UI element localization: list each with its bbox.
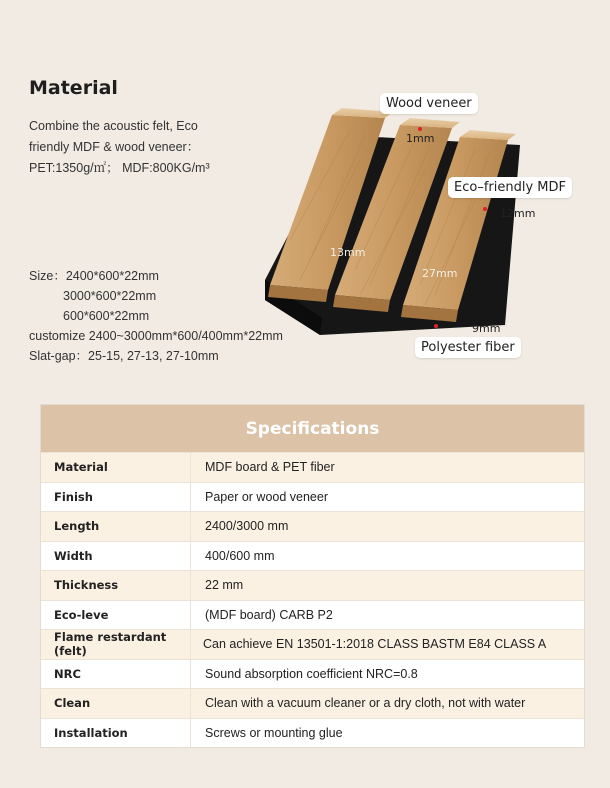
table-row [41, 482, 584, 512]
product-illustration [260, 90, 590, 360]
dim-felt: 9mm [472, 322, 501, 335]
table-row [41, 600, 584, 630]
slat-gap-line: Slat-gap：25-15, 27-13, 27-10mm [29, 349, 219, 363]
size-line: 600*600*22mm [63, 309, 150, 323]
table-row [41, 659, 584, 689]
dim-slat-width: 27mm [422, 267, 458, 280]
dim-veneer: 1mm [406, 132, 435, 145]
spec-value: Clean with a vacuum cleaner or a dry cloth, not with water [205, 696, 526, 711]
customize-line: customize 2400~3000mm*600/400mm*22mm [29, 329, 283, 343]
spec-key: Width [41, 542, 191, 571]
table-row [41, 688, 584, 718]
callout-polyester: Polyester fiber [415, 337, 521, 358]
marker-dot [418, 127, 422, 131]
callout-eco-mdf: Eco–friendly MDF [448, 177, 572, 198]
spec-value: 400/600 mm [205, 548, 275, 563]
spec-value: Sound absorption coefficient NRC=0.8 [205, 666, 418, 681]
spec-value: Screws or mounting glue [205, 725, 343, 740]
material-title: Material [29, 77, 118, 99]
spec-key: Thickness [41, 571, 191, 600]
size-line: Size：2400*600*22mm [29, 269, 159, 283]
marker-dot [483, 207, 487, 211]
table-row [41, 541, 584, 571]
table-row [41, 718, 584, 748]
table-row [41, 452, 584, 482]
description-line: friendly MDF & wood veneer： [29, 140, 200, 154]
material-description [29, 116, 210, 179]
description-line: Combine the acoustic felt, Eco [29, 119, 198, 133]
size-line: 3000*600*22mm [63, 289, 157, 303]
spec-key: Eco-leve [41, 601, 191, 630]
table-row [41, 570, 584, 600]
specifications-table [40, 404, 585, 748]
spec-value: Paper or wood veneer [205, 489, 328, 504]
spec-key: Material [41, 453, 191, 482]
specifications-title: Specifications [41, 405, 584, 452]
spec-key: Flame restardant (felt) [41, 630, 191, 659]
marker-dot [434, 324, 438, 328]
spec-key: Clean [41, 689, 191, 718]
spec-value: (MDF board) CARB P2 [205, 607, 333, 622]
spec-key: Length [41, 512, 191, 541]
spec-value: 22 mm [205, 578, 244, 593]
dim-mdf: 12mm [500, 207, 536, 220]
spec-value: MDF board & PET fiber [205, 460, 335, 475]
table-row [41, 511, 584, 541]
spec-key: NRC [41, 660, 191, 689]
description-line: PET:1350g/㎡； MDF:800KG/m³ [29, 161, 210, 175]
dim-gap: 13mm [330, 246, 366, 259]
table-row [41, 629, 584, 659]
spec-value: Can achieve EN 13501-1:2018 CLASS BASTM E84 CLASS A [203, 637, 547, 652]
acoustic-panel-image [260, 90, 590, 360]
spec-key: Finish [41, 483, 191, 512]
spec-key: Installation [41, 719, 191, 748]
callout-wood-veneer: Wood veneer [380, 93, 478, 114]
spec-value: 2400/3000 mm [205, 519, 289, 534]
size-info [29, 266, 283, 366]
